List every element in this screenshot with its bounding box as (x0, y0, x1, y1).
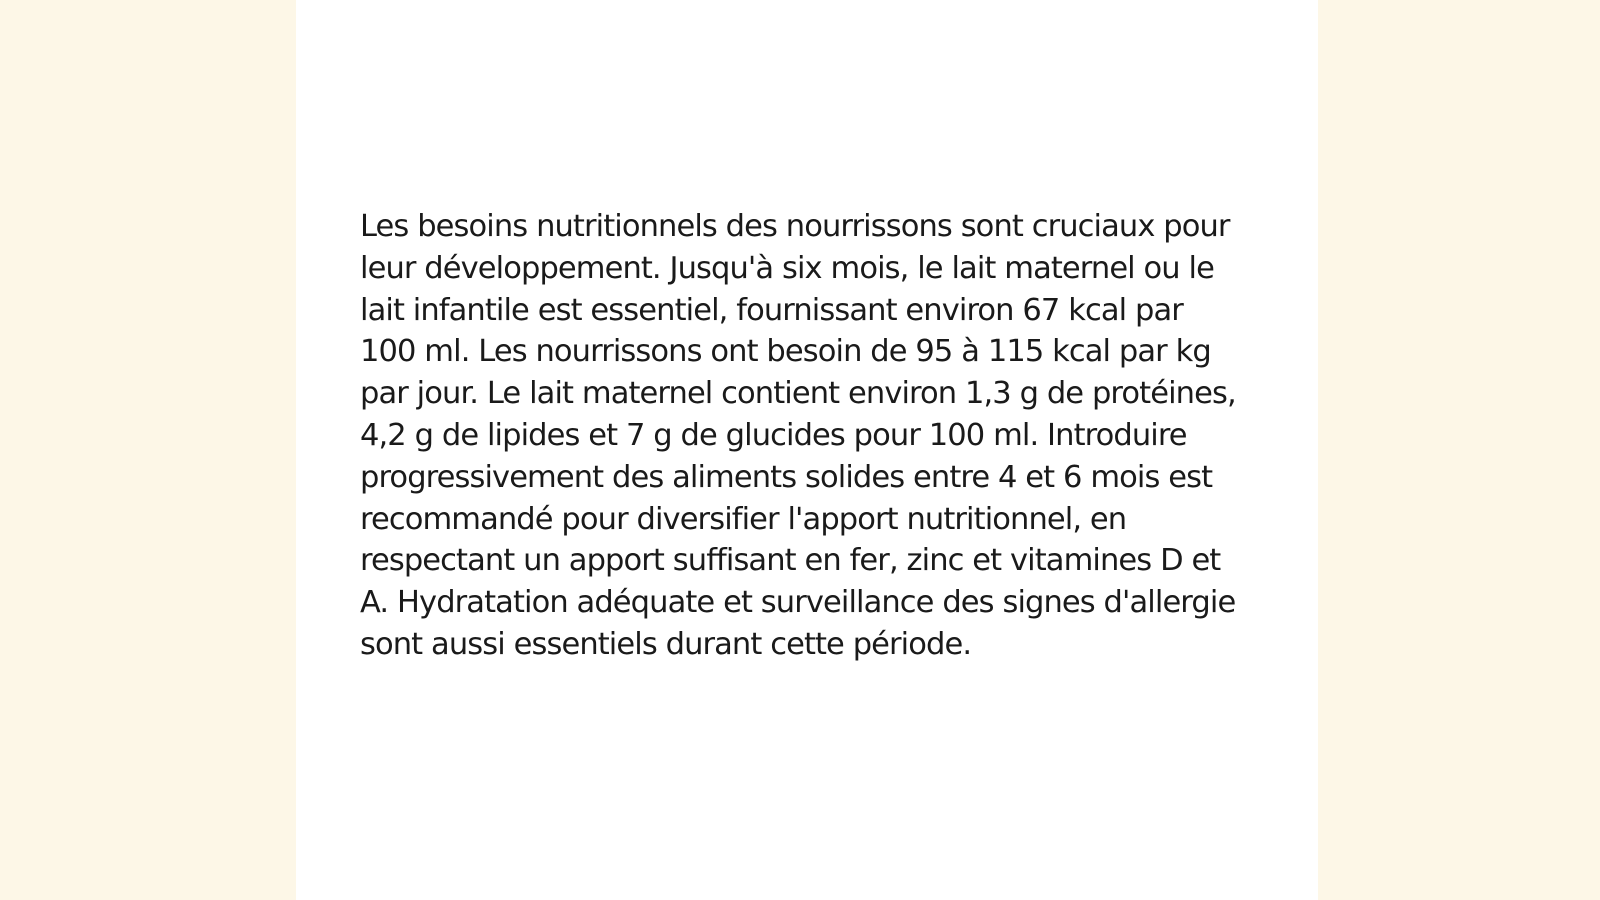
right-margin (1318, 0, 1600, 900)
left-margin (0, 0, 296, 900)
document-page (296, 0, 1318, 900)
body-paragraph: Les besoins nutritionnels des nourrissons sont cruciaux pour leur développement. Jusqu'à six mois, le lait maternel ou le lait infantile est essentiel, fournissant environ 67 kcal par 100 ml. Les nourrissons ont besoin de 95 à 115 kcal par kg par jour. Le lait maternel contient environ 1,3 g de protéines, 4,2 g de lipides et 7 g de glucides pour 100 ml. Introduire progressivement des aliments solides entre 4 et 6 mois est recommandé pour diversifier l'apport nutritionnel, en respectant un apport suffisant en fer, zinc et vitamines D et A. Hydratation adéquate et surveillance des signes d'allergie sont aussi essentiels durant cette période. (360, 209, 1236, 662)
